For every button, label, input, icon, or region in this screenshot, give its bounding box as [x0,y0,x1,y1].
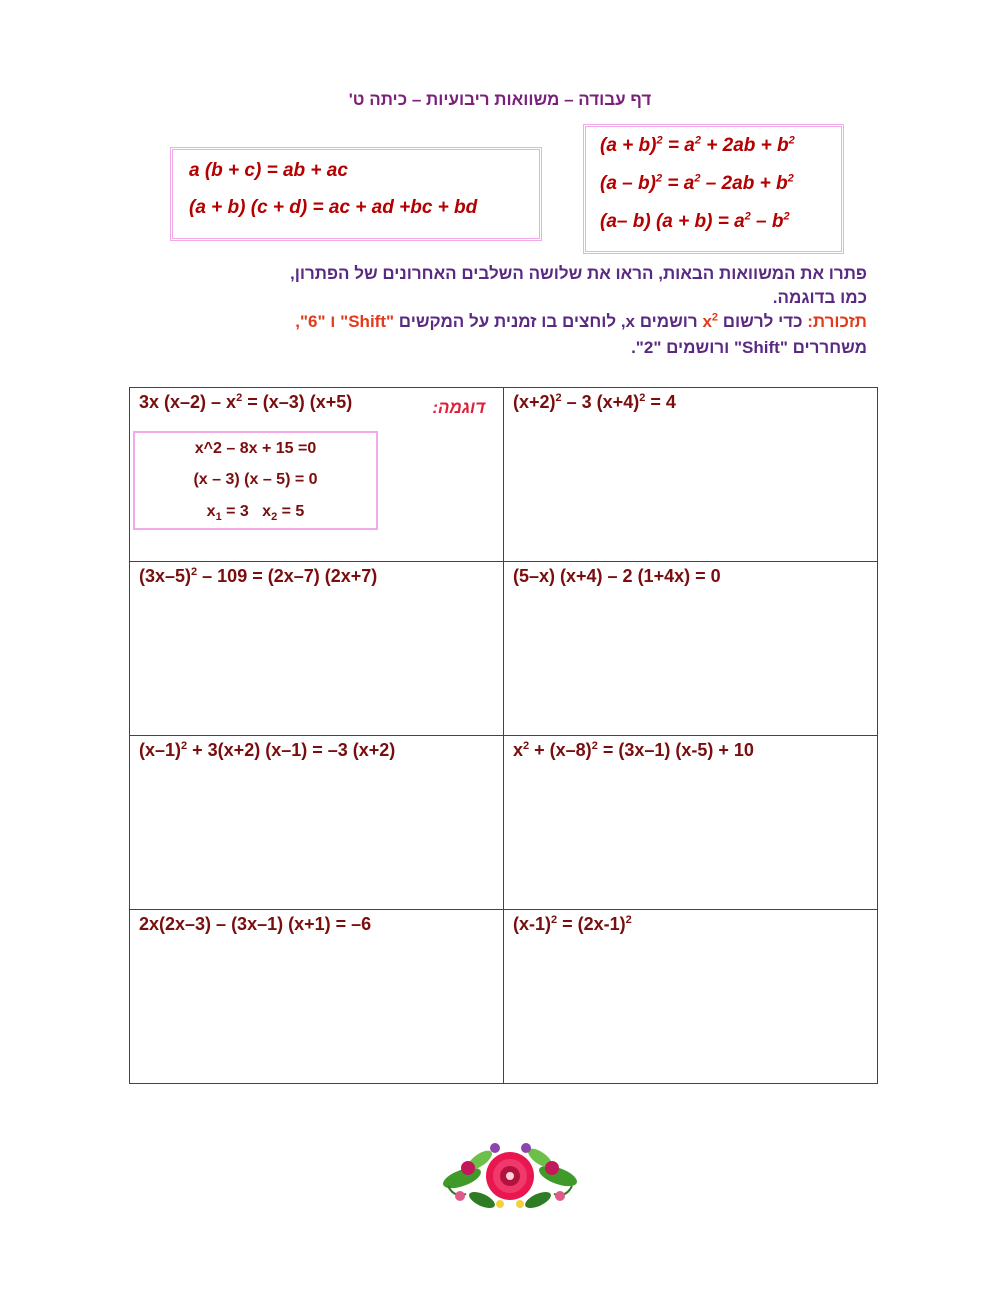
equation-cell-3[interactable] [504,562,878,736]
example-solution-box [133,431,378,530]
reminder-label: תזכורת: [807,312,867,331]
equation-cell-4[interactable] [130,736,504,910]
instructions-line-4: משחררים "Shift" ורושמים "2". [631,338,867,357]
distributive-formulas-box [170,147,542,241]
square-formulas-box [583,124,844,254]
equation-3: (5–x) (x+4) – 2 (1+4x) = 0 [513,566,721,586]
example-step-1: x^2 – 8x + 15 =0 [194,440,317,457]
example-cell [130,388,504,562]
equation-7: $(x-1)^2 = (2x-1)^2$ [513,914,632,934]
formula-square-sum: $(a + b)^2 = a^2 + 2ab + b^2$ [600,134,795,156]
example-step-2: (x – 3) (x – 5) = 0 [193,471,318,488]
example-equation: 3x $(x-2) - x^2 = (x-3)$ (x+5) [139,392,353,412]
formula-double-distributive: (a + b) (c + d) = ac + ad +bc + bd [189,197,478,218]
formula-square-difference: $(a - b)^2 = a^2 - 2ab + b^2$ [600,172,794,194]
formula-distributive: a (b + c) = ab + ac [189,160,348,181]
example-roots: $x_1 = 3$ $x_2 = 5$ [206,503,305,524]
page-title: דף עבודה – משוואות ריבועיות – כיתה ט' [348,90,652,109]
example-label: דוגמה: [432,398,485,417]
x-squared-symbol: $x^2$ [702,311,719,331]
equation-4: $(x-1)^2 + 3(x+2) (x-1) = -3$ (x+2) [139,740,396,760]
main-flower [486,1152,534,1200]
equation-cell-5[interactable] [504,736,878,910]
equation-cell-6[interactable] [130,910,504,1084]
equation-cell-7[interactable] [504,910,878,1084]
equation-cell-1[interactable] [504,388,878,562]
equation-5: $x^2 + (x-8)^2 = (3x-1) (x-5) + 10$ [513,740,754,760]
formula-difference-of-squares: (a– b) $(a + b) = a^2 - b^2$ [600,210,790,232]
equation-6: 2x(2x–3) – (3x–1) (x+1) = –6 [139,914,372,934]
equation-cell-2[interactable] [130,562,504,736]
equations-grid [129,387,878,1084]
flower-decoration-icon [440,1138,580,1214]
equation-1: $(x+2)^2 - 3$ $(x+4)^2 = 4$ [513,392,676,412]
shift-6-keys: "Shift" ו "6", [295,312,395,331]
equation-2: $(3x-5)^2 - 109 = (2x-7)$ (2x+7) [139,566,378,586]
instructions-line-2: כמו בדוגמה. [772,288,867,307]
reminder-line: תזכורת: כדי לרשום $x^2$ רושמים x, לוחצים בו זמנית על המקשים "Shift" ו "6", [295,311,867,331]
instructions-line-1: פתרו את המשוואות הבאות, הראו את שלושה השלבים האחרונים של הפתרון, [289,264,867,283]
